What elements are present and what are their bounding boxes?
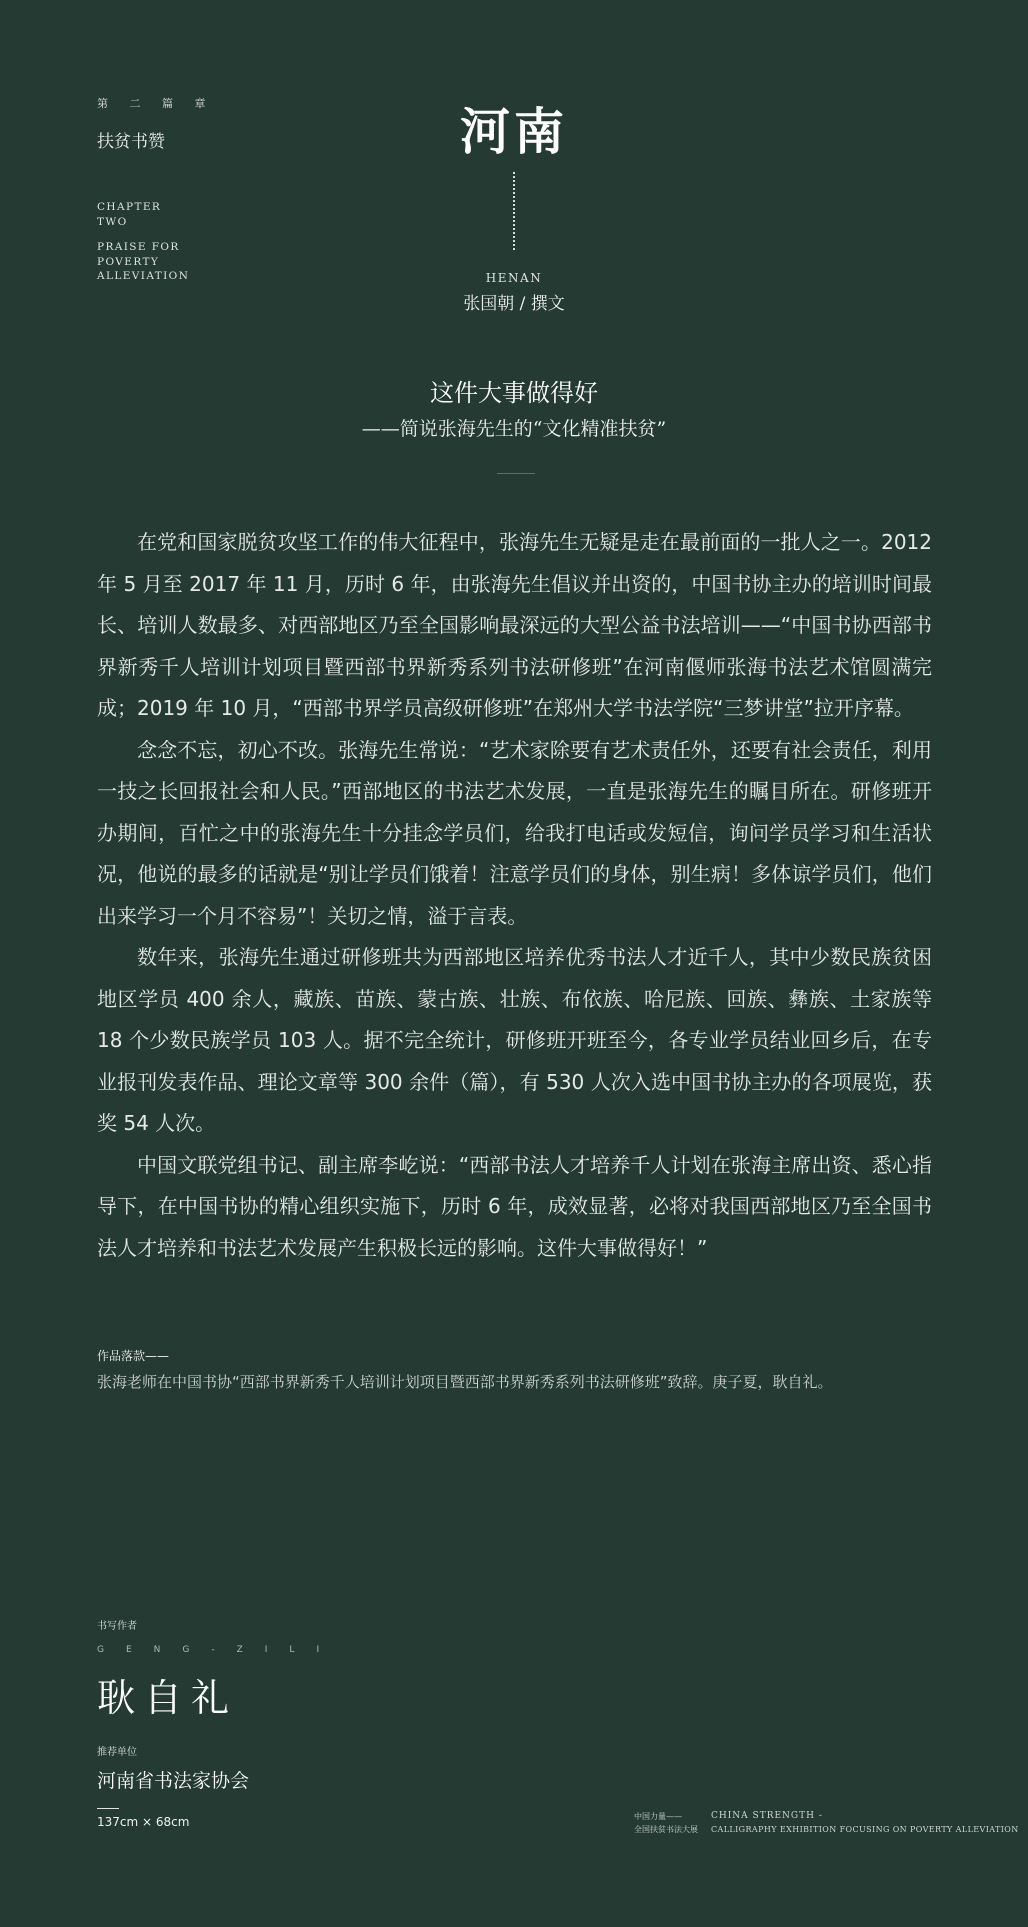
caption-text: 张海老师在中国书协“西部书界新秀千人培训计划项目暨西部书界新秀系列书法研修班”致辞。庚子夏，耿自礼。 xyxy=(97,1373,833,1391)
chapter-en-label xyxy=(97,200,161,229)
writer-pinyin: GENG-ZILI xyxy=(97,1645,342,1655)
region-title: 河南 xyxy=(460,102,568,161)
size-divider xyxy=(97,1808,119,1809)
article-subtitle: ——简说张海先生的“文化精准扶贫” xyxy=(361,418,667,440)
artwork-size: 137cm × 68cm xyxy=(97,1815,190,1829)
chapter-number-label: 第 二 篇 章 xyxy=(97,97,215,110)
caption-heading: 作品落款—— xyxy=(97,1349,170,1363)
author-byline: 张国朝 / 撰文 xyxy=(463,294,565,314)
exhibition-mark-line: CHINA STRENGTH - xyxy=(711,1811,823,1821)
organization-label: 推荐单位 xyxy=(97,1747,137,1758)
chapter-en-line: ALLEVIATION xyxy=(97,270,190,282)
article-paragraph: 中国文联党组书记、副主席李屹说：“西部书法人才培养千人计划在张海主席出资、悉心指导下，在中国书协的精心组织实施下，历时 6 年，成效显著，必将对我国西部地区乃至全国书法人才培养和书法艺术发展产生积极长远的影响。这件大事做得好！” xyxy=(97,1152,932,1260)
chapter-en-line: CHAPTER xyxy=(97,201,162,213)
article-title: 这件大事做得好 xyxy=(430,379,598,407)
chapter-en-line: POVERTY xyxy=(97,255,160,268)
exhibition-mark-line: 中国力量—— xyxy=(634,1812,682,1821)
title-divider xyxy=(497,473,535,474)
chapter-title: 扶贫书赞 xyxy=(97,132,165,152)
article-paragraph: 念念不忘，初心不改。张海先生常说：“艺术家除要有艺术责任外，还要有社会责任，利用一技之长回报社会和人民。”西部地区的书法艺术发展，一直是张海先生的瞩目所在。研修班开办期间，百忙之中的张海先生十分挂念学员们，给我打电话或发短信，询问学员学习和生活状况，他说的最多的话就是“别让学员们饿着！注意学员们的身体，别生病！多体谅学员们，他们出来学习一个月不容易”！关切之情，溢于言表。 xyxy=(97,737,932,928)
chapter-en-line: PRAISE FOR xyxy=(97,241,180,253)
article-body xyxy=(97,522,932,1269)
dotted-divider xyxy=(513,172,517,250)
chapter-en-line: TWO xyxy=(97,215,128,228)
organization-name: 河南省书法家协会 xyxy=(97,1770,250,1792)
article-paragraph: 在党和国家脱贫攻坚工作的伟大征程中，张海先生无疑是走在最前面的一批人之一。2012 年 5 月至 2017 年 11 月，历时 6 年，由张海先生倡议并出资的，中国书协主办的培训时间最长、培训人数最多、对西部地区乃至全国影响最深远的大型公益书法培训——“中国书协西部书界新秀千人培训计划项目暨西部书界新秀系列书法研修班”在河南偃师张海书法艺术馆圆满完成；2019 年 10 月，“西部书界学员高级研修班”在郑州大学书法学院“三梦讲堂”拉开序幕。 xyxy=(97,530,932,720)
exhibition-mark-cn xyxy=(634,1810,698,1836)
region-title-en: HENAN xyxy=(485,271,543,285)
exhibition-mark-line: 全国扶贫书法大展 xyxy=(634,1825,698,1834)
writer-label: 书写作者 xyxy=(97,1621,137,1632)
exhibition-mark-line: CALLIGRAPHY EXHIBITION FOCUSING ON POVERTY ALLEVIATION xyxy=(711,1825,1019,1834)
exhibition-mark-en xyxy=(711,1810,1019,1836)
article-paragraph: 数年来，张海先生通过研修班共为西部地区培养优秀书法人才近千人，其中少数民族贫困地区学员 400 余人，藏族、苗族、蒙古族、壮族、布依族、哈尼族、回族、彝族、土家族等 18 个少数民族学员 103 人。据不完全统计，研修班开班至今，各专业学员结业回乡后，在专业报刊发表作品、理论文章等 300 余件（篇），有 530 人次入选中国书协主办的各项展览，获奖 54 人次。 xyxy=(97,945,932,1135)
writer-name: 耿自礼 xyxy=(97,1676,239,1720)
